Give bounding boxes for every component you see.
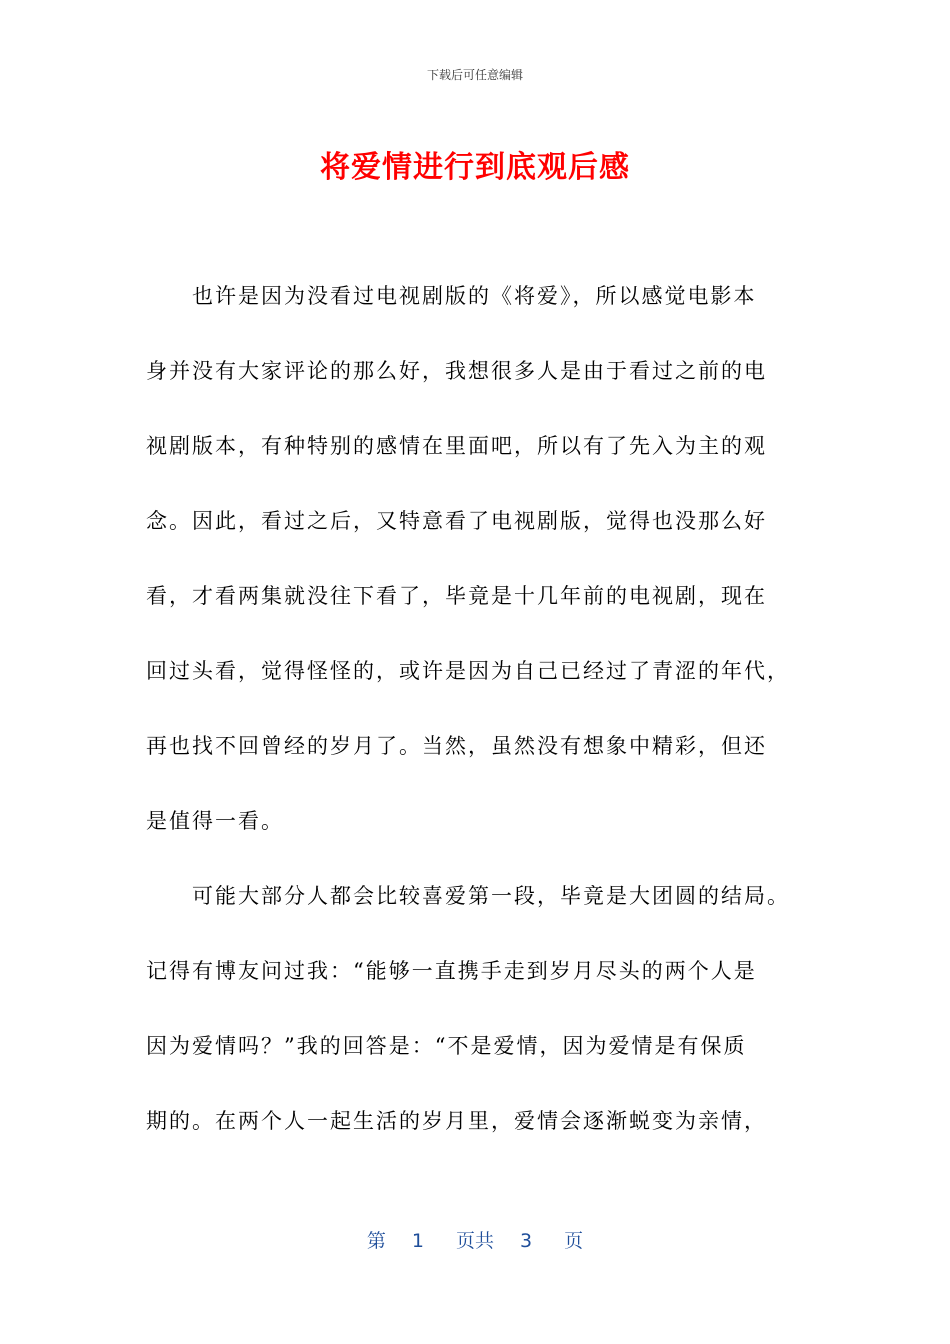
body-line: 回过头看，觉得怪怪的，或许是因为自己已经过了青涩的年代，	[146, 659, 790, 683]
body-line: 也许是因为没看过电视剧版的《将爱》，所以感觉电影本	[146, 284, 757, 308]
header-note: 下载后可任意编辑	[426, 68, 523, 82]
body-line: 是值得一看。	[146, 809, 284, 833]
body-line: 可能大部分人都会比较喜爱第一段，毕竟是大团圆的结局。	[146, 884, 790, 908]
footer-page-number: 1	[411, 1230, 424, 1252]
body-line: 再也找不回曾经的岁月了。当然，虽然没有想象中精彩，但还	[146, 734, 767, 758]
body-line: 记得有博友问过我：“能够一直携手走到岁月尽头的两个人是	[146, 959, 757, 983]
page-footer	[0, 1226, 950, 1253]
body-line: 视剧版本，有种特别的感情在里面吧，所以有了先入为主的观	[146, 434, 767, 458]
body-line: 看，才看两集就没往下看了，毕竟是十几年前的电视剧，现在	[146, 584, 767, 608]
document-title: 将爱情进行到底观后感	[320, 150, 630, 185]
footer-prefix: 第	[366, 1230, 386, 1252]
body-line: 念。因此，看过之后，又特意看了电视剧版，觉得也没那么好	[146, 509, 767, 533]
body-line: 因为爱情吗？”我的回答是：“不是爱情，因为爱情是有保质	[146, 1034, 747, 1058]
footer-suffix: 页	[564, 1230, 584, 1252]
body-line: 身并没有大家评论的那么好，我想很多人是由于看过之前的电	[146, 359, 767, 383]
footer-total-pages: 3	[520, 1230, 533, 1252]
body-line: 期的。在两个人一起生活的岁月里，爱情会逐渐蜕变为亲情，	[146, 1109, 767, 1133]
footer-middle: 页共	[455, 1230, 494, 1252]
